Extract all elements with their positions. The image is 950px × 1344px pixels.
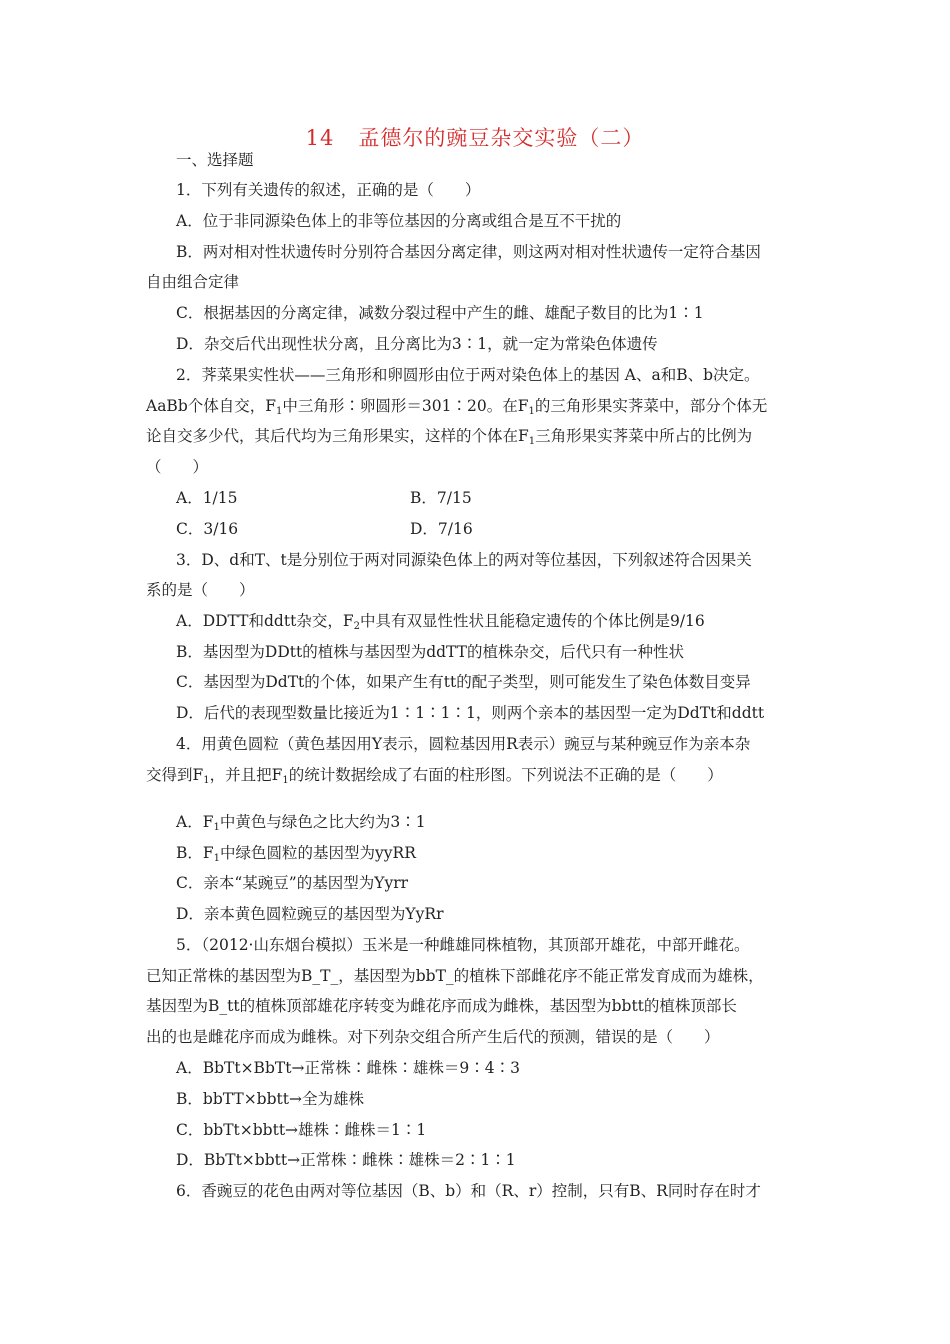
q6-stem-line1: 6．香豌豆的花色由两对等位基因（B、b）和（R、r）控制，只有B、R同时存在时才	[176, 1182, 761, 1200]
q1-option-d: D．杂交后代出现性状分离，且分离比为3∶1，就一定为常染色体遗传	[176, 335, 658, 353]
q1-option-b: B．两对相对性状遗传时分别符合基因分离定律，则这两对相对性状遗传一定符合基因	[176, 243, 761, 261]
q2-sub-2: 1	[528, 406, 535, 417]
q4-option-a	[176, 812, 426, 832]
q5-stem-line3: 基因型为B_tt的植株顶部雄花序转变为雌花序而成为雌株，基因型为bbtt的植株顶部长	[146, 997, 737, 1015]
q4-text-b: ，并且把F	[209, 766, 283, 784]
q4-option-c: C．亲本“某豌豆”的基因型为Yyrr	[176, 874, 409, 892]
q3-sub: 2	[353, 621, 360, 632]
q2-stem-line3	[146, 426, 752, 446]
q2-stem-line1: 2．荠菜果实性状——三角形和卵圆形由位于两对染色体上的基因 A、a和B、b决定。	[176, 366, 760, 384]
q2-sub-1: 1	[276, 406, 283, 417]
q3-option-b: B．基因型为DDtt的植株与基因型为ddTT的植株杂交，后代只有一种性状	[176, 643, 685, 661]
q5-option-b: B．bbTT×bbtt→全为雄株	[176, 1090, 364, 1108]
q2-option-a: A．1/15	[176, 489, 238, 507]
q2-text-c: 的三角形果实荠菜中，部分个体无	[534, 397, 768, 415]
title-text: 孟德尔的豌豆杂交实验（二）	[358, 126, 645, 150]
q4-sub-2: 1	[282, 775, 289, 786]
q1-stem: 1．下列有关遗传的叙述，正确的是（ ）	[176, 181, 481, 199]
q5-stem-line4: 出的也是雌花序而成为雌株。对下列杂交组合所产生后代的预测，错误的是（ ）	[146, 1028, 720, 1046]
q2-option-b: B．7/15	[410, 489, 472, 507]
q4-option-d: D．亲本黄色圆粒豌豆的基因型为YyRr	[176, 905, 444, 923]
q2-option-d: D．7/16	[410, 520, 473, 538]
q4-stem-line2	[146, 765, 723, 785]
section-heading: 一、选择题	[176, 151, 254, 169]
q5-stem-line1: 5．（2012·山东烟台模拟）玉米是一种雌雄同株植物，其顶部开雄花，中部开雌花。	[176, 936, 750, 954]
q4-sub-4: 1	[213, 853, 221, 864]
q3-opt-a-text2: 中具有双显性性状且能稳定遗传的个体比例是9/16	[359, 612, 705, 630]
page-title	[0, 122, 950, 152]
q5-option-a: A．BbTt×BbTt→正常株∶雌株∶雄株＝9∶4∶3	[176, 1059, 521, 1077]
q1-option-c: C．根据基因的分离定律，减数分裂过程中产生的雌、雄配子数目的比为1∶1	[176, 304, 704, 322]
q3-option-a	[176, 611, 705, 631]
q2-stem-line4: （ ）	[146, 458, 209, 476]
q1-option-b-cont: 自由组合定律	[146, 273, 240, 291]
q3-stem-line2: 系的是（ ）	[146, 581, 255, 599]
q4-stem-line1: 4．用黄色圆粒（黄色基因用Y表示，圆粒基因用R表示）豌豆与某种豌豆作为亲本杂	[176, 735, 751, 753]
q2-stem-line2	[146, 396, 767, 416]
q2-option-c: C．3/16	[176, 520, 239, 538]
q4-opt-b-text: B．F	[176, 844, 214, 862]
q5-stem-line2: 已知正常株的基因型为B_T_，基因型为bbT_的植株下部雌花序不能正常发育成而为雄株，	[146, 967, 764, 985]
q2-text-b: 中三角形∶卵圆形＝301∶20。在F	[282, 397, 529, 415]
q2-text-e: 三角形果实荠菜中所占的比例为	[535, 427, 753, 445]
q5-option-c: C．bbTt×bbtt→雄株∶雌株＝1∶1	[176, 1121, 427, 1139]
q3-stem-line1: 3．D、d和T、t是分别位于两对同源染色体上的两对等位基因，下列叙述符合因果关	[176, 551, 752, 569]
q2-text-d: 论自交多少代，其后代均为三角形果实，这样的个体在F	[146, 427, 529, 445]
q4-opt-a-text2: 中黄色与绿色之比大约为3∶1	[219, 813, 426, 831]
q3-option-d: D．后代的表现型数量比接近为1∶1∶1∶1，则两个亲本的基因型一定为DdTt和ddtt	[176, 704, 765, 722]
q1-option-a: A．位于非同源染色体上的非等位基因的分离或组合是互不干扰的	[176, 212, 622, 230]
q4-option-b	[176, 843, 416, 863]
q4-sub-3: 1	[213, 822, 220, 833]
q2-text-a: AaBb个体自交，F	[146, 397, 277, 415]
q3-opt-a-text: A．DDTT和ddtt杂交，F	[176, 612, 354, 630]
q4-sub-1: 1	[203, 775, 210, 786]
q4-opt-a-text: A．F	[176, 813, 214, 831]
q2-sub-3: 1	[528, 436, 536, 447]
q4-text-a: 交得到F	[146, 766, 204, 784]
title-number: 14	[305, 126, 335, 150]
q4-text-c: 的统计数据绘成了右面的柱形图。下列说法不正确的是（ ）	[288, 766, 723, 784]
q5-option-d: D．BbTt×bbtt→正常株∶雌株∶雄株＝2∶1∶1	[176, 1151, 516, 1169]
q3-option-c: C．基因型为DdTt的个体，如果产生有tt的配子类型，则可能发生了染色体数目变异	[176, 673, 751, 691]
q4-opt-b-text2: 中绿色圆粒的基因型为yyRR	[220, 844, 416, 862]
